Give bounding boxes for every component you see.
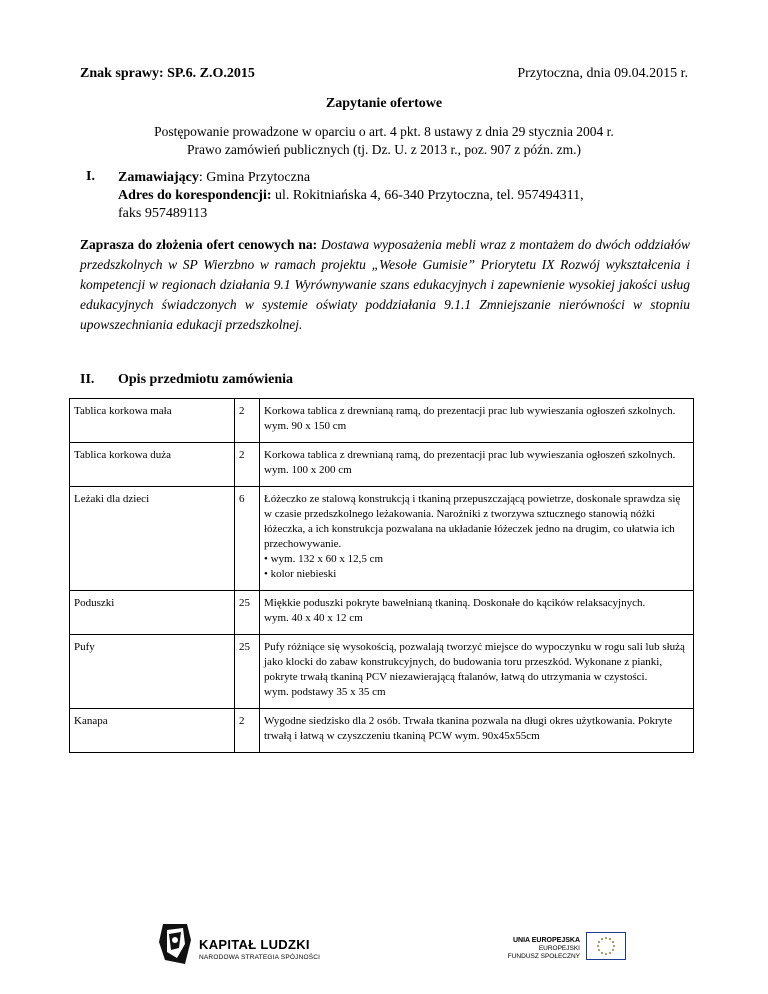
item-name: Pufy: [70, 635, 235, 709]
eu-star-icon: [598, 941, 600, 943]
item-quantity: 25: [235, 591, 260, 635]
eu-logo-text: [480, 937, 580, 961]
item-quantity: 2: [235, 709, 260, 753]
eu-star-icon: [609, 938, 611, 940]
table-row: [70, 399, 694, 443]
item-description-line: Miękkie poduszki pokryte bawełnianą tkaniną. Doskonałe do kącików relaksacyjnych.: [264, 597, 646, 609]
contracting-authority-label: Zamawiający: [118, 170, 199, 185]
item-description: [260, 443, 694, 487]
invitation-paragraph: [80, 235, 690, 335]
item-description: [260, 399, 694, 443]
section-1-number: I.: [86, 169, 95, 184]
eu-star-icon: [609, 952, 611, 954]
address-line: [118, 187, 678, 205]
eu-star-icon: [612, 949, 614, 951]
place-date: Przytoczna, dnia 09.04.2015 r.: [517, 66, 688, 81]
eu-star-icon: [612, 941, 614, 943]
item-description-line: wym. podstawy 35 x 35 cm: [264, 686, 386, 698]
item-name: Kanapa: [70, 709, 235, 753]
eu-line-3: FUNDUSZ SPOŁECZNY: [507, 953, 580, 960]
document-title: Zapytanie ofertowe: [325, 96, 443, 111]
table-row: [70, 591, 694, 635]
eu-flag-icon: [586, 932, 626, 960]
item-description-line: wym. 90 x 150 cm: [264, 420, 347, 432]
kapital-ludzki-subtitle: NARODOWA STRATEGIA SPÓJNOŚCI: [199, 954, 321, 961]
contracting-authority-value: : Gmina Przytoczna: [198, 170, 311, 185]
item-description: [260, 635, 694, 709]
invitation-text: Dostawa wyposażenia mebli wraz z montażem do dwóch oddziałów przedszkolnych w SP Wierzbno w ramach projektu „Wesołe Gumisie” Priorytetu IX Rozwój wykształcenia i kompetencji w regionach działania 9.1 Wyrównywanie szans edukacyjnych i zapewnienie wysokiej jakości usług edukacyjnych świadczonych w systemie oświaty poddziałania 9.1.1 Zmniejszanie nierówności w stopniu upowszechniania edukacji przedszkolnej.: [80, 237, 691, 332]
item-name: Tablica korkowa mała: [70, 399, 235, 443]
item-description: [260, 591, 694, 635]
item-description-line: Łóżeczko ze stalową konstrukcją i tkaniną przepuszczającą powietrze, doskonale sprawdza się w czasie przedszkolnego leżakowania. Narożniki z tworzywa sztucznego stanowią nóżki łóżeczka, a ich konstrukcja pozwalana na układanie łóżeczek jedno na drugim, co ułatwia ich przechowywanie.: [264, 493, 681, 550]
item-description-line: • wym. 132 x 60 x 12,5 cm: [264, 553, 384, 565]
items-table: [69, 398, 694, 753]
eu-line-1: UNIA EUROPEJSKA: [512, 937, 580, 944]
address-value: ul. Rokitniańska 4, 66-340 Przytoczna, tel. 957494311,: [271, 188, 584, 203]
item-quantity: 6: [235, 487, 260, 591]
item-quantity: 25: [235, 635, 260, 709]
item-description-line: Pufy różniące się wysokością, pozwalają tworzyć miejsce do wypoczynku w rogu sali lub służą jako klocki do zabaw konstrukcyjnych, do budowania toru przeszkód. Wykonane z pianki, pokryte trwałą tkaniną PCV niezawierającą ftalanów, łatwą do utrzymania w czystości.: [264, 641, 685, 683]
eu-star-icon: [605, 937, 607, 939]
case-number: Znak sprawy: SP.6. Z.O.2015: [80, 66, 255, 81]
eu-star-icon: [613, 945, 615, 947]
item-description-line: • kolor niebieski: [264, 568, 337, 580]
kapital-ludzki-title: KAPITAŁ LUDZKI: [199, 937, 310, 952]
invitation-label: Zaprasza do złożenia ofert cenowych na:: [80, 237, 318, 252]
contracting-authority: [118, 169, 678, 223]
item-description-line: Korkowa tablica z drewnianą ramą, do prezentacji prac lub wywieszania ogłoszeń szkolnych.: [264, 449, 676, 461]
eu-star-icon: [598, 949, 600, 951]
table-row: [70, 487, 694, 591]
eu-line-2: EUROPEJSKI: [538, 945, 580, 952]
section-2-title: Opis przedmiotu zamówienia: [118, 372, 293, 387]
table-row: [70, 709, 694, 753]
item-description-line: Wygodne siedzisko dla 2 osób. Trwała tkanina pozwala na długi okres użytkowania. Pokryte trwałą i łatwą w czyszczeniu tkaniną PCW wym. 90x45x55cm: [264, 715, 673, 742]
legal-basis-line-2: Prawo zamówień publicznych (tj. Dz. U. z 2013 r., poz. 907 z późn. zm.): [186, 142, 582, 157]
eu-star-icon: [601, 938, 603, 940]
legal-basis-line-1: Postępowanie prowadzone w oparciu o art. 4 pkt. 8 ustawy z dnia 29 stycznia 2004 r.: [154, 124, 614, 139]
eu-star-icon: [601, 952, 603, 954]
item-description-line: wym. 40 x 40 x 12 cm: [264, 612, 363, 624]
eu-star-icon: [605, 953, 607, 955]
item-name: Poduszki: [70, 591, 235, 635]
table-row: [70, 635, 694, 709]
eu-star-icon: [597, 945, 599, 947]
item-quantity: 2: [235, 443, 260, 487]
item-description-line: Korkowa tablica z drewnianą ramą, do prezentacji prac lub wywieszania ogłoszeń szkolnych.: [264, 405, 676, 417]
item-name: Leżaki dla dzieci: [70, 487, 235, 591]
item-description-line: wym. 100 x 200 cm: [264, 464, 352, 476]
table-row: [70, 443, 694, 487]
section-2-number: II.: [80, 372, 95, 387]
contracting-authority-line: [118, 169, 678, 187]
item-description: [260, 487, 694, 591]
item-quantity: 2: [235, 399, 260, 443]
fax-line: faks 957489113: [118, 206, 208, 221]
address-label: Adres do korespondencji:: [118, 188, 272, 203]
item-name: Tablica korkowa duża: [70, 443, 235, 487]
item-description: [260, 709, 694, 753]
legal-basis: [0, 123, 768, 159]
